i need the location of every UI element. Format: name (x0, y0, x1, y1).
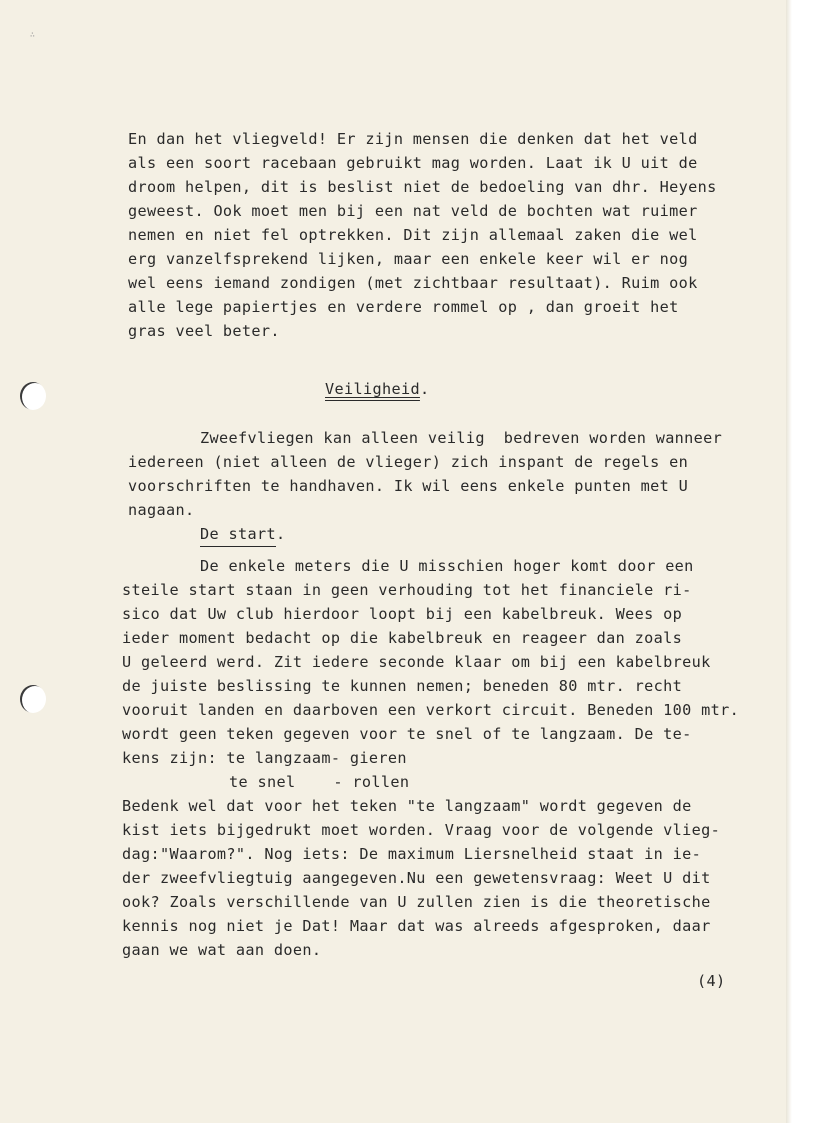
paragraph1-line: alle lege papiertjes en verdere rommel op , dan groeit het (128, 298, 679, 316)
paragraph3-line: ook? Zoals verschillende van U zullen zien is die theoretische (122, 893, 711, 911)
paragraph2-line: Zweefvliegen kan alleen veilig bedreven worden wanneer (200, 429, 723, 447)
corner-mark: ∴ (30, 30, 35, 39)
heading-text: Veiligheid (325, 380, 420, 398)
subheading-rule (200, 546, 276, 547)
paragraph3-line: de juiste beslissing te kunnen nemen; beneden 80 mtr. recht (122, 677, 683, 695)
paragraph2-line: iedereen (niet alleen de vlieger) zich inspant de regels en (128, 453, 689, 471)
page-number: (4) (697, 972, 726, 990)
subheading: De start. (200, 525, 286, 543)
paragraph2-line: nagaan. (128, 501, 195, 519)
paragraph3-line: U geleerd werd. Zit iedere seconde klaar om bij een kabelbreuk (122, 653, 711, 671)
paragraph1-line: droom helpen, dit is beslist niet de bedoeling van dhr. Heyens (128, 178, 717, 196)
paragraph1-line: als een soort racebaan gebruikt mag worden. Laat ik U uit de (128, 154, 698, 172)
paragraph3-line: ieder moment bedacht op die kabelbreuk en reageer dan zoals (122, 629, 683, 647)
paragraph3-line: Bedenk wel dat voor het teken "te langzaam" wordt gegeven de (122, 797, 692, 815)
paragraph3-line: te snel - rollen (229, 773, 410, 791)
paragraph3-line: kist iets bijgedrukt moet worden. Vraag voor de volgende vlieg- (122, 821, 721, 839)
heading-period: . (419, 380, 430, 398)
paragraph3-line: wordt geen teken gegeven voor te snel of te langzaam. De te- (122, 725, 692, 743)
paragraph1-line: erg vanzelfsprekend lijken, maar een enkele keer wil er nog (128, 250, 689, 268)
paragraph1-line: wel eens iemand zondigen (met zichtbaar resultaat). Ruim ook (128, 274, 698, 292)
paragraph1-line: nemen en niet fel optrekken. Dit zijn allemaal zaken die wel (128, 226, 698, 244)
punch-hole-upper (20, 382, 46, 410)
paragraph1-line: geweest. Ook moet men bij een nat veld de bochten wat ruimer (128, 202, 698, 220)
paragraph3-line: vooruit landen en daarboven een verkort circuit. Beneden 100 mtr. (122, 701, 740, 719)
paragraph3-line: De enkele meters die U misschien hoger komt door een (200, 557, 694, 575)
paragraph3-line: gaan we wat aan doen. (122, 941, 322, 959)
paragraph3-line: kennis nog niet je Dat! Maar dat was alreeds afgesproken, daar (122, 917, 711, 935)
page-edge (786, 0, 816, 1123)
paragraph1-line: gras veel beter. (128, 322, 280, 340)
paragraph1-line: En dan het vliegveld! Er zijn mensen die denken dat het veld (128, 130, 698, 148)
punch-hole-lower (20, 685, 46, 713)
paragraph3-line: dag:"Waarom?". Nog iets: De maximum Liersnelheid staat in ie- (122, 845, 702, 863)
section-heading (325, 380, 429, 398)
paragraph2-line: voorschriften te handhaven. Ik wil eens enkele punten met U (128, 477, 689, 495)
paragraph3-line: sico dat Uw club hierdoor loopt bij een kabelbreuk. Wees op (122, 605, 683, 623)
paragraph3-line: steile start staan in geen verhouding tot het financiele ri- (122, 581, 692, 599)
paragraph3-line: der zweefvliegtuig aangegeven.Nu een gewetensvraag: Weet U dit (122, 869, 711, 887)
paragraph3-line: kens zijn: te langzaam- gieren (122, 749, 407, 767)
